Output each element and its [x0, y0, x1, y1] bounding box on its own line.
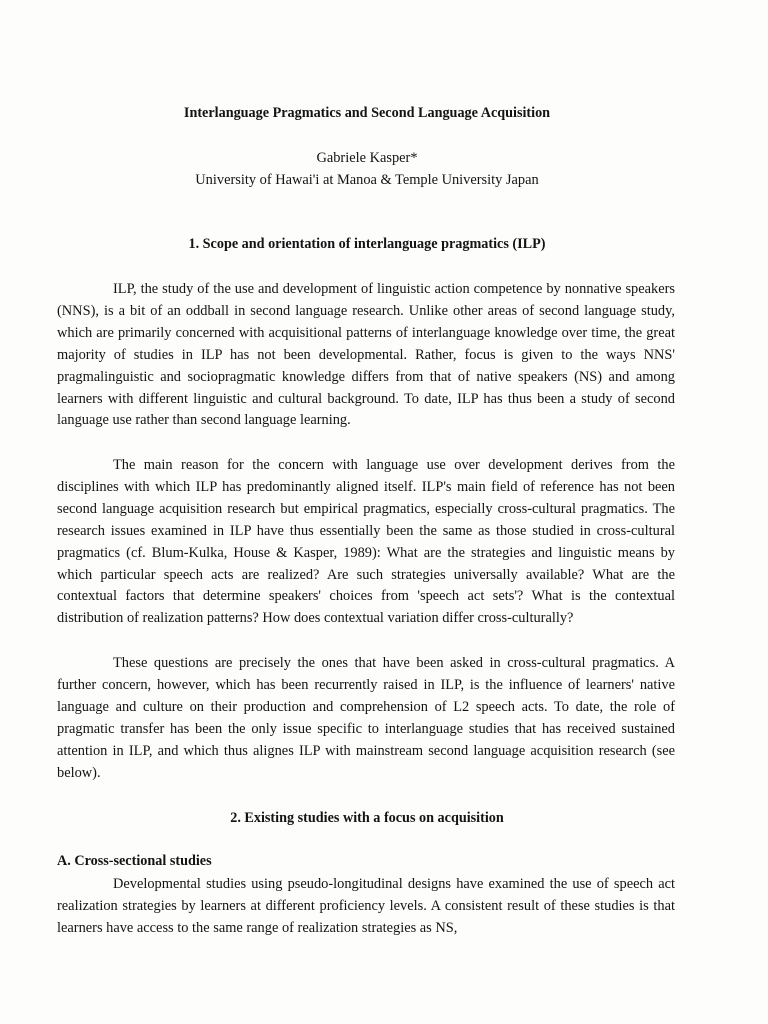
section-1-paragraph-1: ILP, the study of the use and development of linguistic action competence by nonnative speakers (NNS), is a bit of an oddball in second language research. Unlike other areas of second language study, which are primarily concerned with acquisitional patterns of interlanguage knowledge over time, the great majority of studies in ILP has not been developmental. Rather, focus is given to the ways NNS' pragmalinguistic and sociopragmatic knowledge differs from that of native speakers (NS) and among learners with different linguistic and cultural background. To date, ILP has thus been a study of second language use rather than second language learning. — [57, 281, 675, 429]
paper-title: Interlanguage Pragmatics and Second Language Acquisition — [183, 105, 551, 121]
section-1-heading: 1. Scope and orientation of interlanguage pragmatics (ILP) — [188, 236, 546, 252]
author-name: Gabriele Kasper* — [316, 150, 418, 166]
section-2a-paragraph-1: Developmental studies using pseudo-longitudinal designs have examined the use of speech act realization strategies by learners at different proficiency levels. A consistent result of these studies is that learners have access to the same range of realization strategies as NS, — [57, 876, 675, 936]
section-1-paragraph-2: The main reason for the concern with language use over development derives from the disciplines with which ILP has predominantly aligned itself. ILP's main field of reference has not been second language acquisition research but empirical pragmatics, especially cross-cultural pragmatics. The research issues examined in ILP have thus essentially been the same as those studied in cross-cultural pragmatics (cf. Blum-Kulka, House & Kasper, 1989): What are the strategies and linguistic means by which particular speech acts are realized? Are such strategies universally available? What are the contextual factors that determine speakers' choices from 'speech act sets'? What is the contextual distribution of realization patterns? How does contextual variation differ cross-culturally? — [57, 457, 675, 627]
section-2-heading: 2. Existing studies with a focus on acquisition — [230, 810, 504, 826]
section-2a-subheading: A. Cross-sectional studies — [57, 853, 212, 869]
section-1-paragraph-3: These questions are precisely the ones that have been asked in cross-cultural pragmatics. A further concern, however, which has been recurrently raised in ILP, is the influence of learners' native language and culture on their production and comprehension of L2 speech acts. To date, the role of pragmatic transfer has been the only issue specific to interlanguage studies that has received sustained attention in ILP, and which thus alignes ILP with mainstream second language acquisition research (see below). — [57, 655, 675, 781]
author-affiliation: University of Hawai'i at Manoa & Temple University Japan — [195, 172, 539, 188]
